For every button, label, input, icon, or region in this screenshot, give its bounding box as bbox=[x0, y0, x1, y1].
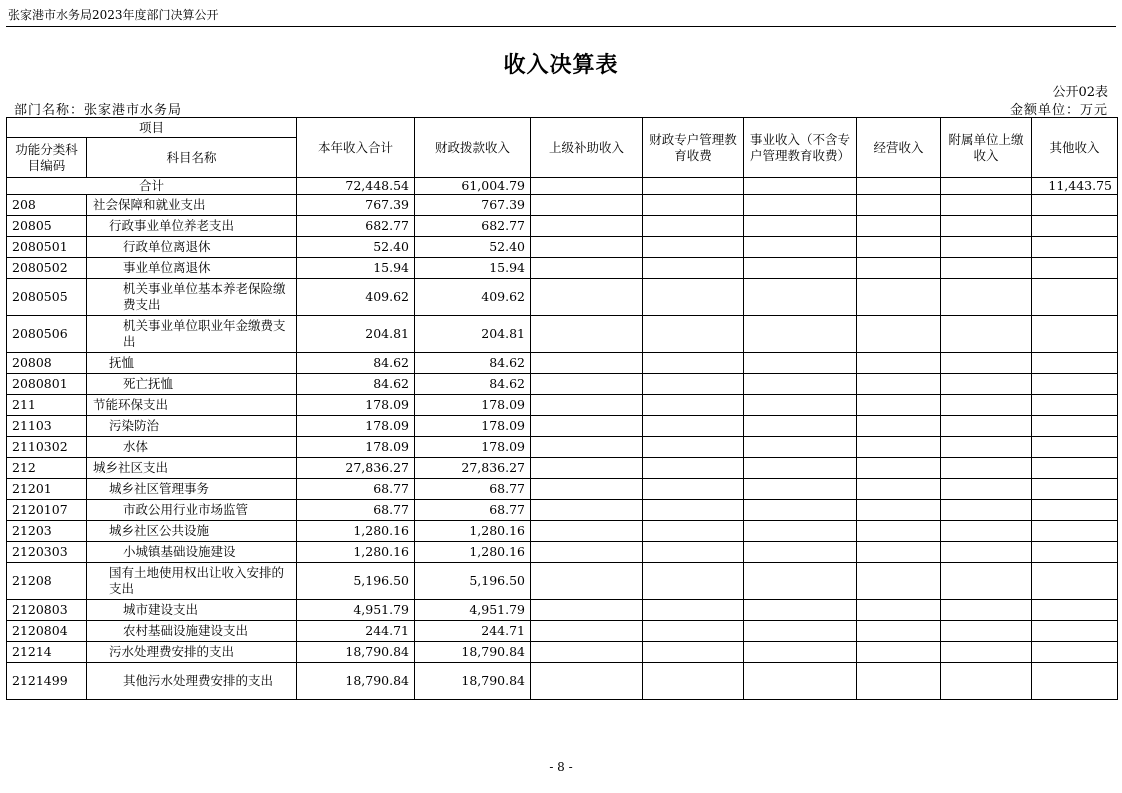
code-cell: 211 bbox=[7, 395, 87, 416]
total-business-cell bbox=[744, 178, 857, 195]
superior-cell bbox=[531, 374, 643, 395]
affiliated-cell bbox=[941, 279, 1032, 316]
table-row bbox=[7, 600, 1118, 621]
department-name: 部门名称：张家港市水务局 bbox=[14, 103, 183, 118]
operating-cell bbox=[857, 437, 941, 458]
superior-cell bbox=[531, 316, 643, 353]
other-cell bbox=[1032, 353, 1118, 374]
fiscal-cell: 244.71 bbox=[415, 621, 531, 642]
total-income-cell: 409.62 bbox=[297, 279, 415, 316]
fiscal-cell: 68.77 bbox=[415, 479, 531, 500]
fiscal-cell: 68.77 bbox=[415, 500, 531, 521]
affiliated-cell bbox=[941, 237, 1032, 258]
other-cell bbox=[1032, 237, 1118, 258]
edu-fee-cell bbox=[643, 437, 744, 458]
business-cell bbox=[744, 237, 857, 258]
fiscal-cell: 204.81 bbox=[415, 316, 531, 353]
other-cell bbox=[1032, 258, 1118, 279]
superior-cell bbox=[531, 621, 643, 642]
business-cell bbox=[744, 195, 857, 216]
operating-cell bbox=[857, 642, 941, 663]
operating-cell bbox=[857, 542, 941, 563]
code-cell: 2120804 bbox=[7, 621, 87, 642]
superior-cell bbox=[531, 521, 643, 542]
edu-fee-cell bbox=[643, 542, 744, 563]
running-header: 张家港市水务局2023年度部门决算公开 bbox=[8, 8, 219, 22]
business-cell bbox=[744, 500, 857, 521]
edu-fee-cell bbox=[643, 563, 744, 600]
subject-name-cell: 机关事业单位职业年金缴费支出 bbox=[87, 316, 297, 353]
page-title: 收入决算表 bbox=[503, 53, 619, 78]
subject-name-cell: 小城镇基础设施建设 bbox=[87, 542, 297, 563]
fiscal-cell: 84.62 bbox=[415, 353, 531, 374]
total-income-cell: 1,280.16 bbox=[297, 521, 415, 542]
other-cell bbox=[1032, 458, 1118, 479]
code-cell: 20808 bbox=[7, 353, 87, 374]
fiscal-cell: 178.09 bbox=[415, 416, 531, 437]
affiliated-cell bbox=[941, 600, 1032, 621]
superior-cell bbox=[531, 642, 643, 663]
table-row bbox=[7, 642, 1118, 663]
code-cell: 2110302 bbox=[7, 437, 87, 458]
fiscal-cell: 682.77 bbox=[415, 216, 531, 237]
table-row bbox=[7, 563, 1118, 600]
affiliated-cell bbox=[941, 374, 1032, 395]
superior-cell bbox=[531, 195, 643, 216]
code-cell: 20805 bbox=[7, 216, 87, 237]
superior-cell bbox=[531, 237, 643, 258]
operating-cell bbox=[857, 316, 941, 353]
table-row bbox=[7, 521, 1118, 542]
business-cell bbox=[744, 600, 857, 621]
superior-cell bbox=[531, 600, 643, 621]
subject-name-cell: 行政单位离退休 bbox=[87, 237, 297, 258]
code-cell: 2120303 bbox=[7, 542, 87, 563]
fiscal-cell: 15.94 bbox=[415, 258, 531, 279]
other-cell bbox=[1032, 500, 1118, 521]
subject-name-cell: 市政公用行业市场监管 bbox=[87, 500, 297, 521]
business-cell bbox=[744, 458, 857, 479]
form-number: 公开02表 bbox=[1052, 85, 1108, 100]
operating-cell bbox=[857, 395, 941, 416]
affiliated-cell bbox=[941, 521, 1032, 542]
header-superior: 上级补助收入 bbox=[531, 118, 643, 178]
superior-cell bbox=[531, 258, 643, 279]
affiliated-cell bbox=[941, 621, 1032, 642]
edu-fee-cell bbox=[643, 353, 744, 374]
total-income-cell: 4,951.79 bbox=[297, 600, 415, 621]
total-income-cell: 72,448.54 bbox=[297, 178, 415, 195]
code-cell: 212 bbox=[7, 458, 87, 479]
edu-fee-cell bbox=[643, 500, 744, 521]
operating-cell bbox=[857, 258, 941, 279]
header-business: 事业收入（不含专户管理教育收费） bbox=[744, 118, 857, 178]
superior-cell bbox=[531, 437, 643, 458]
table-row bbox=[7, 479, 1118, 500]
edu-fee-cell bbox=[643, 395, 744, 416]
total-income-cell: 84.62 bbox=[297, 374, 415, 395]
total-income-cell: 204.81 bbox=[297, 316, 415, 353]
business-cell bbox=[744, 563, 857, 600]
header-func-code: 功能分类科目编码 bbox=[7, 138, 87, 178]
fiscal-cell: 27,836.27 bbox=[415, 458, 531, 479]
total-income-cell: 18,790.84 bbox=[297, 642, 415, 663]
business-cell bbox=[744, 621, 857, 642]
total-income-cell: 27,836.27 bbox=[297, 458, 415, 479]
fiscal-cell: 178.09 bbox=[415, 437, 531, 458]
subject-name-cell: 污染防治 bbox=[87, 416, 297, 437]
table-row bbox=[7, 374, 1118, 395]
superior-cell bbox=[531, 542, 643, 563]
fiscal-cell: 52.40 bbox=[415, 237, 531, 258]
table-row bbox=[7, 542, 1118, 563]
code-cell: 21208 bbox=[7, 563, 87, 600]
other-cell bbox=[1032, 479, 1118, 500]
total-operating-cell bbox=[857, 178, 941, 195]
affiliated-cell bbox=[941, 663, 1032, 700]
subject-name-cell: 城市建设支出 bbox=[87, 600, 297, 621]
total-income-cell: 84.62 bbox=[297, 353, 415, 374]
other-cell bbox=[1032, 642, 1118, 663]
page-number: - 8 - bbox=[549, 760, 573, 774]
edu-fee-cell bbox=[643, 195, 744, 216]
operating-cell bbox=[857, 563, 941, 600]
total-income-cell: 15.94 bbox=[297, 258, 415, 279]
subject-name-cell: 事业单位离退休 bbox=[87, 258, 297, 279]
business-cell bbox=[744, 395, 857, 416]
edu-fee-cell bbox=[643, 258, 744, 279]
operating-cell bbox=[857, 374, 941, 395]
total-income-cell: 682.77 bbox=[297, 216, 415, 237]
code-cell: 2080801 bbox=[7, 374, 87, 395]
table-row bbox=[7, 216, 1118, 237]
header-affiliated: 附属单位上缴收入 bbox=[941, 118, 1032, 178]
affiliated-cell bbox=[941, 500, 1032, 521]
total-affiliated-cell bbox=[941, 178, 1032, 195]
subject-name-cell: 城乡社区管理事务 bbox=[87, 479, 297, 500]
subject-name-cell: 污水处理费安排的支出 bbox=[87, 642, 297, 663]
other-cell bbox=[1032, 216, 1118, 237]
other-cell bbox=[1032, 621, 1118, 642]
code-cell: 2080505 bbox=[7, 279, 87, 316]
edu-fee-cell bbox=[643, 621, 744, 642]
other-cell bbox=[1032, 395, 1118, 416]
edu-fee-cell bbox=[643, 216, 744, 237]
edu-fee-cell bbox=[643, 416, 744, 437]
total-income-cell: 178.09 bbox=[297, 437, 415, 458]
fiscal-cell: 178.09 bbox=[415, 395, 531, 416]
business-cell bbox=[744, 316, 857, 353]
operating-cell bbox=[857, 458, 941, 479]
affiliated-cell bbox=[941, 563, 1032, 600]
total-income-cell: 18,790.84 bbox=[297, 663, 415, 700]
table-row bbox=[7, 621, 1118, 642]
affiliated-cell bbox=[941, 258, 1032, 279]
header-project: 项目 bbox=[7, 118, 297, 138]
superior-cell bbox=[531, 663, 643, 700]
edu-fee-cell bbox=[643, 663, 744, 700]
superior-cell bbox=[531, 479, 643, 500]
code-cell: 21203 bbox=[7, 521, 87, 542]
total-income-cell: 1,280.16 bbox=[297, 542, 415, 563]
total-other-cell: 11,443.75 bbox=[1032, 178, 1118, 195]
other-cell bbox=[1032, 279, 1118, 316]
total-income-cell: 178.09 bbox=[297, 416, 415, 437]
subject-name-cell: 行政事业单位养老支出 bbox=[87, 216, 297, 237]
business-cell bbox=[744, 542, 857, 563]
business-cell bbox=[744, 521, 857, 542]
edu-fee-cell bbox=[643, 600, 744, 621]
fiscal-cell: 409.62 bbox=[415, 279, 531, 316]
table-row bbox=[7, 500, 1118, 521]
header-subject-name: 科目名称 bbox=[87, 138, 297, 178]
edu-fee-cell bbox=[643, 521, 744, 542]
other-cell bbox=[1032, 437, 1118, 458]
subject-name-cell: 城乡社区支出 bbox=[87, 458, 297, 479]
edu-fee-cell bbox=[643, 458, 744, 479]
subject-name-cell: 死亡抚恤 bbox=[87, 374, 297, 395]
fiscal-cell: 4,951.79 bbox=[415, 600, 531, 621]
table-row bbox=[7, 279, 1118, 316]
affiliated-cell bbox=[941, 395, 1032, 416]
total-label: 合计 bbox=[7, 178, 297, 195]
operating-cell bbox=[857, 353, 941, 374]
business-cell bbox=[744, 663, 857, 700]
affiliated-cell bbox=[941, 479, 1032, 500]
superior-cell bbox=[531, 563, 643, 600]
business-cell bbox=[744, 374, 857, 395]
business-cell bbox=[744, 216, 857, 237]
superior-cell bbox=[531, 216, 643, 237]
operating-cell bbox=[857, 479, 941, 500]
code-cell: 21214 bbox=[7, 642, 87, 663]
table-row bbox=[7, 395, 1118, 416]
header-edu-fee: 财政专户管理教育收费 bbox=[643, 118, 744, 178]
income-table bbox=[6, 117, 1118, 700]
business-cell bbox=[744, 479, 857, 500]
edu-fee-cell bbox=[643, 374, 744, 395]
total-income-cell: 767.39 bbox=[297, 195, 415, 216]
code-cell: 208 bbox=[7, 195, 87, 216]
other-cell bbox=[1032, 600, 1118, 621]
code-cell: 2080501 bbox=[7, 237, 87, 258]
other-cell bbox=[1032, 542, 1118, 563]
subject-name-cell: 社会保障和就业支出 bbox=[87, 195, 297, 216]
affiliated-cell bbox=[941, 458, 1032, 479]
total-income-cell: 68.77 bbox=[297, 479, 415, 500]
fiscal-cell: 18,790.84 bbox=[415, 663, 531, 700]
table-row bbox=[7, 258, 1118, 279]
operating-cell bbox=[857, 621, 941, 642]
total-edu-cell bbox=[643, 178, 744, 195]
table-row bbox=[7, 458, 1118, 479]
superior-cell bbox=[531, 416, 643, 437]
other-cell bbox=[1032, 521, 1118, 542]
code-cell: 2080502 bbox=[7, 258, 87, 279]
affiliated-cell bbox=[941, 416, 1032, 437]
code-cell: 21103 bbox=[7, 416, 87, 437]
other-cell bbox=[1032, 374, 1118, 395]
superior-cell bbox=[531, 458, 643, 479]
edu-fee-cell bbox=[643, 316, 744, 353]
fiscal-cell: 18,790.84 bbox=[415, 642, 531, 663]
affiliated-cell bbox=[941, 353, 1032, 374]
fiscal-cell: 5,196.50 bbox=[415, 563, 531, 600]
superior-cell bbox=[531, 279, 643, 316]
header-rule bbox=[6, 26, 1116, 27]
business-cell bbox=[744, 642, 857, 663]
fiscal-cell: 767.39 bbox=[415, 195, 531, 216]
business-cell bbox=[744, 353, 857, 374]
other-cell bbox=[1032, 416, 1118, 437]
superior-cell bbox=[531, 500, 643, 521]
business-cell bbox=[744, 258, 857, 279]
fiscal-cell: 1,280.16 bbox=[415, 542, 531, 563]
fiscal-cell: 1,280.16 bbox=[415, 521, 531, 542]
subject-name-cell: 水体 bbox=[87, 437, 297, 458]
code-cell: 21201 bbox=[7, 479, 87, 500]
table-row bbox=[7, 663, 1118, 700]
affiliated-cell bbox=[941, 437, 1032, 458]
other-cell bbox=[1032, 316, 1118, 353]
total-income-cell: 52.40 bbox=[297, 237, 415, 258]
operating-cell bbox=[857, 663, 941, 700]
other-cell bbox=[1032, 563, 1118, 600]
edu-fee-cell bbox=[643, 479, 744, 500]
other-cell bbox=[1032, 663, 1118, 700]
table-row bbox=[7, 316, 1118, 353]
total-superior-cell bbox=[531, 178, 643, 195]
code-cell: 2120803 bbox=[7, 600, 87, 621]
total-fiscal-cell: 61,004.79 bbox=[415, 178, 531, 195]
business-cell bbox=[744, 437, 857, 458]
subject-name-cell: 机关事业单位基本养老保险缴费支出 bbox=[87, 279, 297, 316]
other-cell bbox=[1032, 195, 1118, 216]
edu-fee-cell bbox=[643, 279, 744, 316]
operating-cell bbox=[857, 521, 941, 542]
operating-cell bbox=[857, 416, 941, 437]
code-cell: 2080506 bbox=[7, 316, 87, 353]
fiscal-cell: 84.62 bbox=[415, 374, 531, 395]
table-row bbox=[7, 353, 1118, 374]
table-row bbox=[7, 195, 1118, 216]
affiliated-cell bbox=[941, 216, 1032, 237]
header-fiscal: 财政拨款收入 bbox=[415, 118, 531, 178]
superior-cell bbox=[531, 395, 643, 416]
operating-cell bbox=[857, 237, 941, 258]
total-income-cell: 178.09 bbox=[297, 395, 415, 416]
subject-name-cell: 节能环保支出 bbox=[87, 395, 297, 416]
superior-cell bbox=[531, 353, 643, 374]
table-row bbox=[7, 237, 1118, 258]
subject-name-cell: 抚恤 bbox=[87, 353, 297, 374]
edu-fee-cell bbox=[643, 642, 744, 663]
code-cell: 2121499 bbox=[7, 663, 87, 700]
total-income-cell: 244.71 bbox=[297, 621, 415, 642]
header-operating: 经营收入 bbox=[857, 118, 941, 178]
operating-cell bbox=[857, 500, 941, 521]
affiliated-cell bbox=[941, 642, 1032, 663]
operating-cell bbox=[857, 600, 941, 621]
total-income-cell: 68.77 bbox=[297, 500, 415, 521]
table-row bbox=[7, 437, 1118, 458]
business-cell bbox=[744, 279, 857, 316]
header-other: 其他收入 bbox=[1032, 118, 1118, 178]
affiliated-cell bbox=[941, 542, 1032, 563]
operating-cell bbox=[857, 195, 941, 216]
subject-name-cell: 农村基础设施建设支出 bbox=[87, 621, 297, 642]
subject-name-cell: 其他污水处理费安排的支出 bbox=[87, 663, 297, 700]
header-total-income: 本年收入合计 bbox=[297, 118, 415, 178]
subject-name-cell: 国有土地使用权出让收入安排的支出 bbox=[87, 563, 297, 600]
total-row bbox=[7, 178, 1118, 195]
affiliated-cell bbox=[941, 195, 1032, 216]
operating-cell bbox=[857, 279, 941, 316]
operating-cell bbox=[857, 216, 941, 237]
business-cell bbox=[744, 416, 857, 437]
total-income-cell: 5,196.50 bbox=[297, 563, 415, 600]
table-row bbox=[7, 416, 1118, 437]
code-cell: 2120107 bbox=[7, 500, 87, 521]
affiliated-cell bbox=[941, 316, 1032, 353]
amount-unit: 金额单位：万元 bbox=[1009, 103, 1108, 118]
edu-fee-cell bbox=[643, 237, 744, 258]
subject-name-cell: 城乡社区公共设施 bbox=[87, 521, 297, 542]
